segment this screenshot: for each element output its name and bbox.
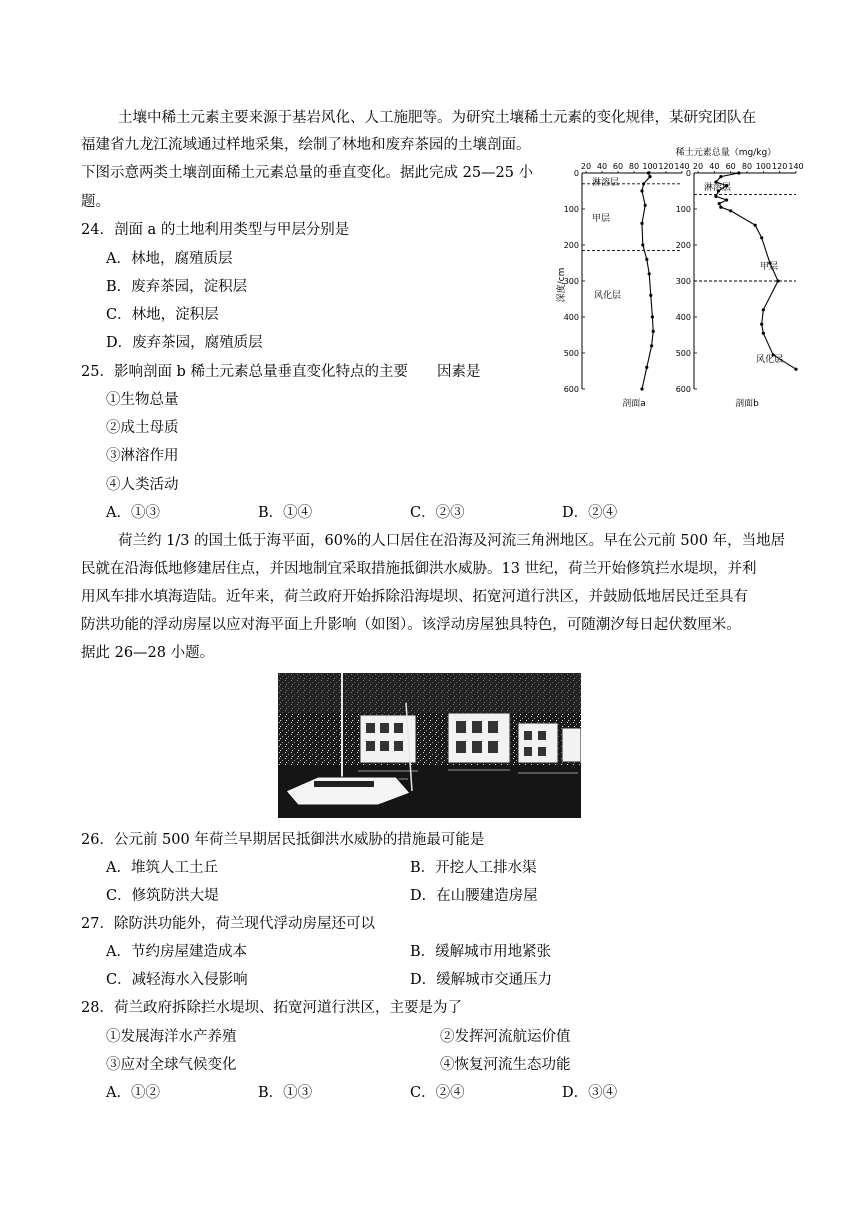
panel-1-x-tick-label: 140	[788, 162, 804, 171]
panel-0-y-tick-label: 600	[563, 385, 579, 394]
q25-stem: 25．影响剖面 b 稀土元素总量垂直变化特点的主要 因素是	[81, 364, 481, 380]
q25-item-3: ③淋溶作用	[106, 448, 179, 464]
q28-stem: 28．荷兰政府拆除拦水堤坝、拓宽河道行洪区，主要是为了	[81, 1000, 462, 1016]
intro2-line-2: 民就在沿海低地修建居住点，并因地制宜采取措施抵御洪水威胁。13 世纪，荷兰开始修筑拦水堤坝，并利	[81, 561, 757, 577]
q28-item-3: ③应对全球气候变化	[106, 1057, 237, 1073]
q25-option-c[interactable]: C．②③	[410, 505, 465, 521]
q24-stem: 24．剖面 a 的土地利用类型与甲层分别是	[81, 222, 350, 238]
panel-1-y-tick-label: 500	[675, 349, 691, 358]
chart-ylabel: 深度/cm	[557, 267, 567, 303]
soil-profile-chart	[548, 143, 810, 413]
chart-title: 稀土元素总量（mg/kg）	[675, 148, 777, 158]
panel-1-data-point	[719, 175, 722, 178]
q27-option-b[interactable]: B．缓解城市用地紧张	[410, 944, 552, 960]
panel-1-x-tick-label: 80	[741, 162, 753, 171]
panel-1-layer-label: 淋溶层	[704, 183, 732, 193]
panel-0-y-tick-label: 0	[573, 169, 579, 178]
panel-0-data-point	[647, 171, 650, 174]
q25-option-d[interactable]: D．②④	[562, 505, 618, 521]
panel-1-x-tick-label: 120	[772, 162, 788, 171]
panel-1-data-point	[762, 308, 765, 311]
q26-option-d[interactable]: D．在山腰建造房屋	[410, 888, 538, 904]
panel-0-layer-label: 淋溶层	[592, 178, 620, 188]
q25-option-a[interactable]: A．①③	[106, 505, 160, 521]
panel-1-y-tick-label: 400	[675, 313, 691, 322]
panel-1-name: 剖面b	[735, 399, 759, 409]
panel-0-data-point	[648, 175, 651, 178]
panel-0-x-tick-label: 120	[658, 162, 674, 171]
q27-option-c[interactable]: C．减轻海水入侵影响	[106, 972, 248, 988]
panel-1-data-point	[776, 279, 779, 282]
panel-1-x-tick-label: 60	[725, 162, 736, 171]
floating-houses-photo	[278, 673, 581, 818]
panel-1-y-tick-label: 200	[675, 241, 691, 250]
q28-item-1: ①发展海洋水产养殖	[106, 1029, 237, 1045]
panel-0-y-tick-label: 400	[563, 313, 579, 322]
q28-option-c[interactable]: C．②④	[410, 1085, 465, 1101]
q25-option-b[interactable]: B．①④	[258, 505, 313, 521]
q24-option-c[interactable]: C．林地，淀积层	[106, 307, 219, 323]
panel-0-x-tick-label: 60	[612, 162, 624, 171]
panel-0-x-tick-label: 140	[674, 162, 690, 171]
q24-option-a[interactable]: A．林地，腐殖质层	[106, 251, 233, 267]
q27-option-a[interactable]: A．节约房屋建造成本	[106, 944, 247, 960]
q27-stem: 27．除防洪功能外，荷兰现代浮动房屋还可以	[81, 916, 375, 932]
panel-1-data-point	[719, 206, 722, 209]
panel-1-x-tick-label: 100	[755, 162, 771, 171]
q24-option-b[interactable]: B．废弃茶园，淀积层	[106, 279, 248, 295]
q28-item-4: ④恢复河流生态功能	[440, 1057, 571, 1073]
panel-0-data-point	[645, 366, 648, 369]
panel-1-layer-label: 甲层	[760, 262, 779, 272]
panel-1-data-point	[718, 202, 721, 205]
panel-0-x-tick-label: 20	[580, 162, 592, 171]
panel-0-data-point	[651, 315, 654, 318]
intro1-line-1: 土壤中稀土元素主要来源于基岩风化、人工施肥等。为研究土壤稀土元素的变化规律，某研究团队在	[118, 110, 756, 126]
q28-item-2: ②发挥河流航运价值	[440, 1029, 571, 1045]
intro1-line-2: 福建省九龙江流域通过样地采集，绘制了林地和废弃茶园的土壤剖面。	[81, 137, 531, 153]
panel-1-data-point	[725, 198, 728, 201]
panel-1-data-point	[762, 332, 765, 335]
panel-0-layer-label: 风化层	[594, 291, 622, 301]
panel-1-series-line	[716, 173, 796, 369]
panel-0-data-point	[649, 294, 652, 297]
intro2-line-5: 据此 26—28 小题。	[81, 645, 215, 661]
panel-1-data-point	[737, 171, 740, 174]
q26-option-b[interactable]: B．开挖人工排水渠	[410, 860, 537, 876]
panel-0-data-point	[640, 189, 643, 192]
q25-item-4: ④人类活动	[106, 477, 179, 493]
panel-1-data-point	[794, 368, 797, 371]
q28-option-b[interactable]: B．①③	[258, 1085, 313, 1101]
panel-0-x-tick-label: 100	[642, 162, 658, 171]
panel-1-layer-label: 风化层	[756, 355, 784, 365]
panel-1-y-tick-label: 600	[675, 385, 691, 394]
panel-1-data-point	[714, 195, 717, 198]
panel-1-x-tick-label: 40	[709, 162, 720, 171]
panel-0-data-point	[642, 182, 645, 185]
panel-0-data-point	[644, 204, 647, 207]
panel-1-y-tick-label: 0	[685, 169, 691, 178]
intro1-line-4: 题。	[81, 194, 110, 210]
q27-option-d[interactable]: D．缓解城市交通压力	[410, 972, 553, 988]
q25-item-1: ①生物总量	[106, 392, 179, 408]
panel-1-data-point	[729, 209, 732, 212]
panel-1-x-tick-label: 20	[692, 162, 704, 171]
intro2-line-4: 防洪功能的浮动房屋以应对海平面上升影响（如图）。该浮动房屋独具特色，可随潮汐每日起伏数厘米。	[81, 617, 741, 633]
intro2-line-1: 荷兰约 1/3 的国土低于海平面，60%的人口居住在沿海及河流三角洲地区。早在公元前 500 年，当地居	[118, 533, 786, 549]
panel-1-y-tick-label: 300	[675, 277, 691, 286]
panel-0-name: 剖面a	[622, 399, 646, 409]
q28-option-d[interactable]: D．③④	[562, 1085, 618, 1101]
panel-1-data-point	[760, 323, 763, 326]
panel-1-data-point	[760, 236, 763, 239]
panel-0-y-tick-label: 200	[563, 241, 579, 250]
panel-0-y-tick-label: 100	[563, 205, 579, 214]
panel-1-data-point	[754, 224, 757, 227]
panel-0-x-tick-label: 40	[596, 162, 608, 171]
panel-0-data-point	[640, 387, 643, 390]
q26-option-a[interactable]: A．堆筑人工土丘	[106, 860, 218, 876]
panel-0-data-point	[652, 330, 655, 333]
panel-0-data-point	[645, 258, 648, 261]
panel-0-y-tick-label: 500	[563, 349, 579, 358]
panel-0-y-tick-label: 300	[563, 277, 579, 286]
q28-option-a[interactable]: A．①②	[106, 1085, 160, 1101]
q26-option-c[interactable]: C．修筑防洪大堤	[106, 888, 219, 904]
q25-item-2: ②成土母质	[106, 420, 179, 436]
panel-0-x-tick-label: 80	[628, 162, 640, 171]
panel-1-y-tick-label: 100	[675, 205, 691, 214]
panel-0-data-point	[648, 272, 651, 275]
intro2-line-3: 用风车排水填海造陆。近年来，荷兰政府开始拆除沿海堤坝、拓宽河道行洪区，并鼓励低地居民迁至具有	[81, 589, 748, 605]
panel-0-data-point	[640, 222, 643, 225]
panel-0-layer-label: 甲层	[592, 214, 611, 224]
q26-stem: 26．公元前 500 年荷兰早期居民抵御洪水威胁的措施最可能是	[81, 832, 485, 848]
panel-0-data-point	[650, 344, 653, 347]
q24-option-d[interactable]: D．废弃茶园，腐殖质层	[106, 335, 263, 351]
panel-0-data-point	[641, 243, 644, 246]
intro1-line-3: 下图示意两类土壤剖面稀土元素总量的垂直变化。据此完成 25—25 小	[81, 165, 534, 181]
